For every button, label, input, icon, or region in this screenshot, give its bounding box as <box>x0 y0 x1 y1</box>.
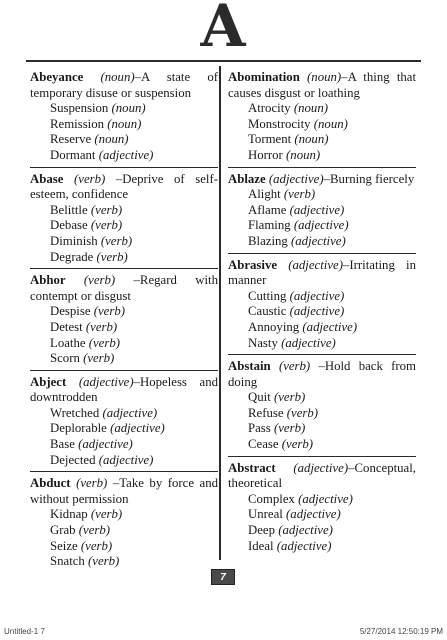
synonym-part-of-speech: (verb) <box>100 233 133 248</box>
synonym-line <box>228 187 416 203</box>
synonym-part-of-speech: (adjective) <box>98 147 154 162</box>
synonym-part-of-speech: (verb) <box>83 351 115 366</box>
synonym-word: Kidnap <box>50 507 88 522</box>
entry-headline <box>30 172 218 203</box>
synonym-word: Horror <box>248 147 283 162</box>
entry-headline <box>228 172 416 188</box>
synonym-line <box>30 507 218 523</box>
synonym-word: Annoying <box>248 319 300 334</box>
synonym-part-of-speech: (noun) <box>286 147 321 162</box>
entry-word: Abeyance <box>30 70 84 84</box>
synonym-part-of-speech: (verb) <box>90 218 123 233</box>
synonym-word: Refuse <box>248 405 284 420</box>
synonym-line <box>30 453 218 469</box>
synonym-part-of-speech: (verb) <box>273 390 306 405</box>
entry-part-of-speech: (noun) <box>100 70 135 84</box>
synonym-word: Detest <box>50 319 83 334</box>
synonym-line <box>30 304 218 320</box>
synonym-word: Scorn <box>50 351 80 366</box>
synonym-part-of-speech: (verb) <box>93 304 125 319</box>
synonym-part-of-speech: (verb) <box>273 421 306 436</box>
entry-headline <box>228 258 416 289</box>
synonym-word: Pass <box>248 421 271 436</box>
entry-part-of-speech: (verb) <box>278 359 311 374</box>
synonym-word: Degrade <box>50 249 94 264</box>
entry-headline <box>228 359 416 390</box>
synonym-word: Blazing <box>248 233 288 248</box>
entry-word: Abase <box>30 171 64 186</box>
synonym-part-of-speech: (adjective) <box>276 538 332 553</box>
entry-definition: –Hold back from doing <box>228 359 417 389</box>
synonym-word: Quit <box>248 390 271 405</box>
synonym-word: Snatch <box>50 554 85 569</box>
page-number: 7 <box>220 571 226 583</box>
synonym-part-of-speech: (adjective) <box>302 319 358 334</box>
synonym-word: Dormant <box>50 147 96 162</box>
entry-separator <box>228 456 416 457</box>
dictionary-entry <box>30 476 218 570</box>
entry-part-of-speech: (adjective) <box>293 460 349 475</box>
entry-word: Ablaze <box>228 171 266 186</box>
entry-headline <box>30 375 218 406</box>
synonym-line <box>228 101 416 117</box>
synonym-line <box>228 148 416 164</box>
entry-word: Abstain <box>228 359 271 374</box>
synonym-line <box>228 132 416 148</box>
synonym-line <box>30 406 218 422</box>
synonym-line <box>228 336 416 352</box>
column-divider <box>219 66 221 560</box>
synonym-word: Diminish <box>50 233 98 248</box>
entry-separator <box>228 253 416 254</box>
synonym-line <box>228 437 416 453</box>
synonym-line <box>228 406 416 422</box>
synonym-part-of-speech: (noun) <box>313 116 348 131</box>
synonym-part-of-speech: (verb) <box>90 202 123 217</box>
synonym-part-of-speech: (adjective) <box>289 288 345 303</box>
entry-definition: –Conceptual, theoretical <box>228 460 416 491</box>
entry-separator <box>228 354 416 355</box>
synonym-line <box>228 203 416 219</box>
section-letter: A <box>200 0 247 60</box>
entry-part-of-speech: (adjective) <box>78 374 134 389</box>
entry-part-of-speech: (noun) <box>307 70 342 84</box>
right-column <box>228 70 416 554</box>
entry-word: Abomination <box>228 70 300 84</box>
dictionary-entry <box>30 273 218 367</box>
entry-word: Abject <box>30 374 67 389</box>
synonym-part-of-speech: (adjective) <box>289 304 345 319</box>
synonym-word: Belittle <box>50 202 88 217</box>
synonym-word: Grab <box>50 523 76 538</box>
synonym-part-of-speech: (verb) <box>283 187 316 202</box>
synonym-part-of-speech: (verb) <box>90 507 123 522</box>
synonym-part-of-speech: (verb) <box>88 554 120 569</box>
entry-word: Abduct <box>30 476 71 491</box>
synonym-line <box>228 523 416 539</box>
synonym-line <box>30 539 218 555</box>
synonym-line <box>30 148 218 164</box>
synonym-line <box>30 320 218 336</box>
dictionary-entry <box>30 375 218 469</box>
synonym-line <box>228 234 416 250</box>
synonym-word: Caustic <box>248 304 287 319</box>
synonym-line <box>228 320 416 336</box>
heading-rule <box>26 60 421 62</box>
synonym-line <box>228 117 416 133</box>
synonym-line <box>228 289 416 305</box>
synonym-word: Suspension <box>50 101 109 116</box>
synonym-line <box>228 218 416 234</box>
dictionary-entry <box>228 70 416 164</box>
synonym-line <box>228 539 416 555</box>
synonym-word: Cease <box>248 437 279 452</box>
entry-part-of-speech: (verb) <box>76 476 108 491</box>
synonym-word: Aflame <box>248 202 287 217</box>
synonym-word: Flaming <box>248 218 291 233</box>
dictionary-entry <box>228 359 416 453</box>
synonym-part-of-speech: (adjective) <box>98 452 154 467</box>
synonym-word: Wretched <box>50 405 100 420</box>
dictionary-entry <box>30 70 218 164</box>
entry-separator <box>30 167 218 168</box>
synonym-word: Cutting <box>248 288 287 303</box>
synonym-line <box>30 234 218 250</box>
synonym-part-of-speech: (verb) <box>96 249 128 264</box>
entry-definition: –Burning fiercely <box>323 171 415 186</box>
entry-word: Abrasive <box>228 257 278 272</box>
entry-definition: –Regard with contempt or disgust <box>30 273 218 303</box>
dictionary-entry <box>228 258 416 352</box>
synonym-word: Reserve <box>50 132 92 147</box>
synonym-part-of-speech: (verb) <box>85 319 118 334</box>
synonym-part-of-speech: (noun) <box>111 101 146 116</box>
entry-separator <box>228 167 416 168</box>
synonym-word: Torment <box>248 132 292 147</box>
synonym-part-of-speech: (noun) <box>94 132 129 147</box>
footer-file-label: Untitled-1 7 <box>4 627 45 636</box>
synonym-line <box>228 304 416 320</box>
synonym-part-of-speech: (verb) <box>286 405 319 420</box>
letter-heading <box>0 0 447 60</box>
page-number-box <box>211 569 235 585</box>
synonym-part-of-speech: (adjective) <box>291 233 346 248</box>
synonym-line <box>228 507 416 523</box>
synonym-line <box>30 437 218 453</box>
synonym-line <box>30 523 218 539</box>
footer-timestamp: 5/27/2014 12:50:19 PM <box>359 627 443 636</box>
synonym-word: Despise <box>50 304 91 319</box>
synonym-line <box>30 203 218 219</box>
entry-headline <box>30 273 218 304</box>
synonym-part-of-speech: (adjective) <box>289 202 345 217</box>
entry-definition: –Take by force and without permission <box>30 476 218 506</box>
entry-headline <box>30 70 218 101</box>
entry-definition: –Deprive of self-esteem, confidence <box>30 171 218 202</box>
synonym-line <box>30 132 218 148</box>
synonym-part-of-speech: (adjective) <box>278 523 333 538</box>
synonym-part-of-speech: (adjective) <box>281 335 336 350</box>
synonym-word: Alight <box>248 187 281 202</box>
entry-part-of-speech: (adjective) <box>268 171 324 186</box>
synonym-part-of-speech: (verb) <box>80 538 113 553</box>
synonym-part-of-speech: (adjective) <box>78 437 133 452</box>
synonym-word: Unreal <box>248 507 283 522</box>
entry-part-of-speech: (adjective) <box>288 257 343 272</box>
entry-definition: –Irritating in manner <box>228 257 416 288</box>
synonym-part-of-speech: (noun) <box>293 101 328 116</box>
entry-definition: –A state of temporary disuse or suspension <box>30 70 218 100</box>
dictionary-entry <box>228 461 416 555</box>
synonym-line <box>30 351 218 367</box>
synonym-word: Monstrocity <box>248 116 311 131</box>
synonym-part-of-speech: (verb) <box>78 523 111 538</box>
entry-word: Abhor <box>30 273 66 288</box>
synonym-word: Atrocity <box>248 101 291 116</box>
synonym-line <box>228 390 416 406</box>
entry-headline <box>228 70 416 101</box>
synonym-word: Dejected <box>50 452 96 467</box>
synonym-part-of-speech: (adjective) <box>286 507 341 522</box>
dictionary-entry <box>30 172 218 266</box>
synonym-word: Debase <box>50 218 88 233</box>
left-column <box>30 70 218 570</box>
synonym-word: Complex <box>248 491 295 506</box>
entry-word: Abstract <box>228 460 276 475</box>
synonym-part-of-speech: (verb) <box>281 437 314 452</box>
synonym-line <box>30 218 218 234</box>
dictionary-entry <box>228 172 416 250</box>
synonym-part-of-speech: (adjective) <box>293 218 349 233</box>
synonym-line <box>30 421 218 437</box>
synonym-word: Seize <box>50 538 78 553</box>
synonym-word: Nasty <box>248 335 278 350</box>
entry-separator <box>30 268 218 269</box>
entry-separator <box>30 370 218 371</box>
synonym-line <box>30 250 218 266</box>
synonym-word: Remission <box>50 116 105 131</box>
synonym-part-of-speech: (adjective) <box>102 405 158 420</box>
synonym-line <box>228 492 416 508</box>
entry-definition: –A thing that causes disgust or loathing <box>228 70 417 100</box>
synonym-part-of-speech: (adjective) <box>110 421 165 436</box>
synonym-part-of-speech: (verb) <box>88 335 120 350</box>
synonym-word: Base <box>50 437 75 452</box>
synonym-part-of-speech: (noun) <box>294 132 329 147</box>
entry-headline <box>30 476 218 507</box>
synonym-part-of-speech: (noun) <box>107 116 142 131</box>
synonym-word: Deep <box>248 523 275 538</box>
synonym-word: Ideal <box>248 538 274 553</box>
synonym-line <box>30 336 218 352</box>
synonym-line <box>30 101 218 117</box>
synonym-line <box>30 117 218 133</box>
entry-headline <box>228 461 416 492</box>
synonym-line <box>228 421 416 437</box>
entry-separator <box>30 471 218 472</box>
entry-part-of-speech: (verb) <box>74 171 106 186</box>
synonym-word: Loathe <box>50 335 86 350</box>
entry-definition: –Hopeless and downtrodden <box>30 374 218 405</box>
entry-part-of-speech: (verb) <box>83 273 116 288</box>
synonym-word: Deplorable <box>50 421 107 436</box>
synonym-line <box>30 554 218 570</box>
synonym-part-of-speech: (adjective) <box>298 491 353 506</box>
